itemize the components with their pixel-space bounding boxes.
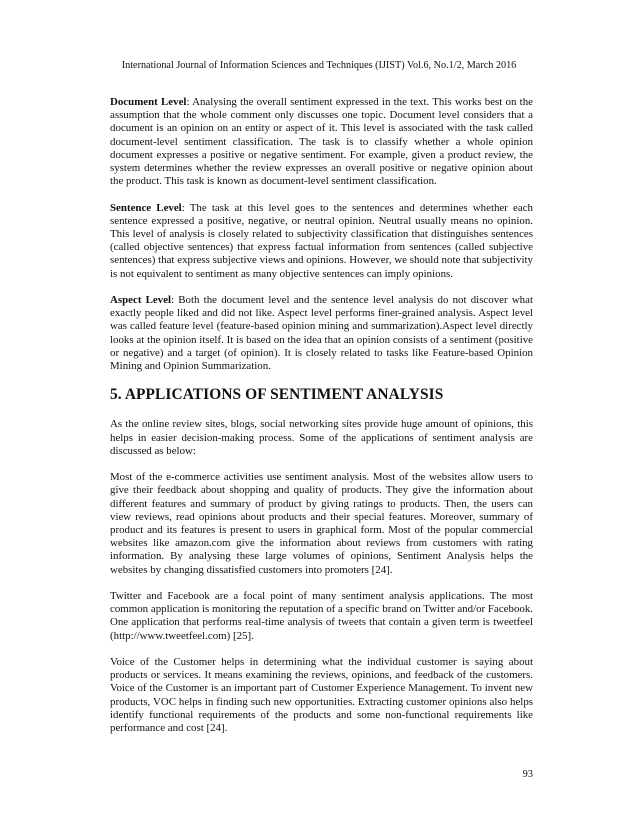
term-sentence-level: Sentence Level xyxy=(110,201,182,214)
paragraph-document-level xyxy=(110,96,533,188)
page-number: 93 xyxy=(522,769,533,780)
text-sentence-level: : The task at this level goes to the sentences and determines whether each sentence expressed a positive, negative, or neutral opinion. Neutral usually means no opinion. This level of analysis is closely related to subjectivity classification that distinguishes sentences (called objective sentences) that express factual information from sentences (called subjective sentences) that express subjective views and opinions. However, we should note that subjectivity is not equivalent to sentiment as many objective sentences can imply opinions. xyxy=(110,201,534,280)
journal-running-header: International Journal of Information Sciences and Techniques (IJIST) Vol.6, No.1/2, March 2016 xyxy=(121,60,517,71)
paragraph-sentence-level xyxy=(110,202,533,281)
term-aspect-level: Aspect Level xyxy=(110,294,172,307)
paragraph-voice-of-customer: Voice of the Customer helps in determining what the individual customer is saying about products or services. It means examining the reviews, opinions, and feedback of the customers. Voice of the Customer is an important part of Customer Experience Management. To invent new products, VOC helps in finding such new opportunities. Extracting customer opinions also helps identify functional requirements of the products and some non-functional requirements like performance and cost [24]. xyxy=(110,656,533,735)
paragraph-twitter-facebook: Twitter and Facebook are a focal point of many sentiment analysis applications. The most common application is monitoring the reputation of a specific brand on Twitter and/or Facebook. One application that performs real-time analysis of tweets that contain a given term is tweetfeel (http://www.tweetfeel.com) [25]. xyxy=(110,590,533,642)
paragraph-aspect-level xyxy=(110,294,533,373)
text-document-level: : Analysing the overall sentiment expressed in the text. This works best on the assumption that the whole comment only discusses one topic. Document level considers that a document is an opinion on an entity or aspect of it. This level is associated with the task called document-level sentiment classification. The task is to classify whether a whole opinion document expresses a positive or negative sentiment. For example, given a product review, the system determines whether the review expresses an overall positive or negative opinion about the product. This task is known as document-level sentiment classification. xyxy=(110,96,533,188)
paragraph-applications-intro: As the online review sites, blogs, social networking sites provide huge amount of opinions, this helps in easier decision-making process. Some of the applications of sentiment analysis are discussed as below: xyxy=(110,418,533,457)
section-heading: 5. APPLICATIONS OF SENTIMENT ANALYSIS xyxy=(110,386,444,404)
term-document-level: Document Level xyxy=(110,96,187,108)
text-aspect-level: : Both the document level and the sentence level analysis do not discover what exactly people liked and did not like. Aspect level performs finer-grained analysis. Aspect level was called feature level (feature-based opinion mining and summarization).Aspect level directly looks at the opinion itself. It is based on the idea that an opinion consists of a sentiment (positive or negative) and a target (of opinion). It is closely related to tasks like Feature-based Opinion Mining and Opinion Summarization. xyxy=(110,294,533,373)
paragraph-ecommerce: Most of the e-commerce activities use sentiment analysis. Most of the websites allow users to give their feedback about shopping and quality of products. They give the information about different features and summary of product by giving ratings to products. Then, the users can view reviews, read opinions about products and their special features. Moreover, summary of product and its features is present to users in graphical form. Most of the popular commercial websites like amazon.com give the information about reviews from customers with rating information. By analysing these large volumes of opinions, Sentiment Analysis helps the websites by changing dissatisfied customers into promoters [24]. xyxy=(110,471,533,576)
body-text xyxy=(110,96,533,748)
